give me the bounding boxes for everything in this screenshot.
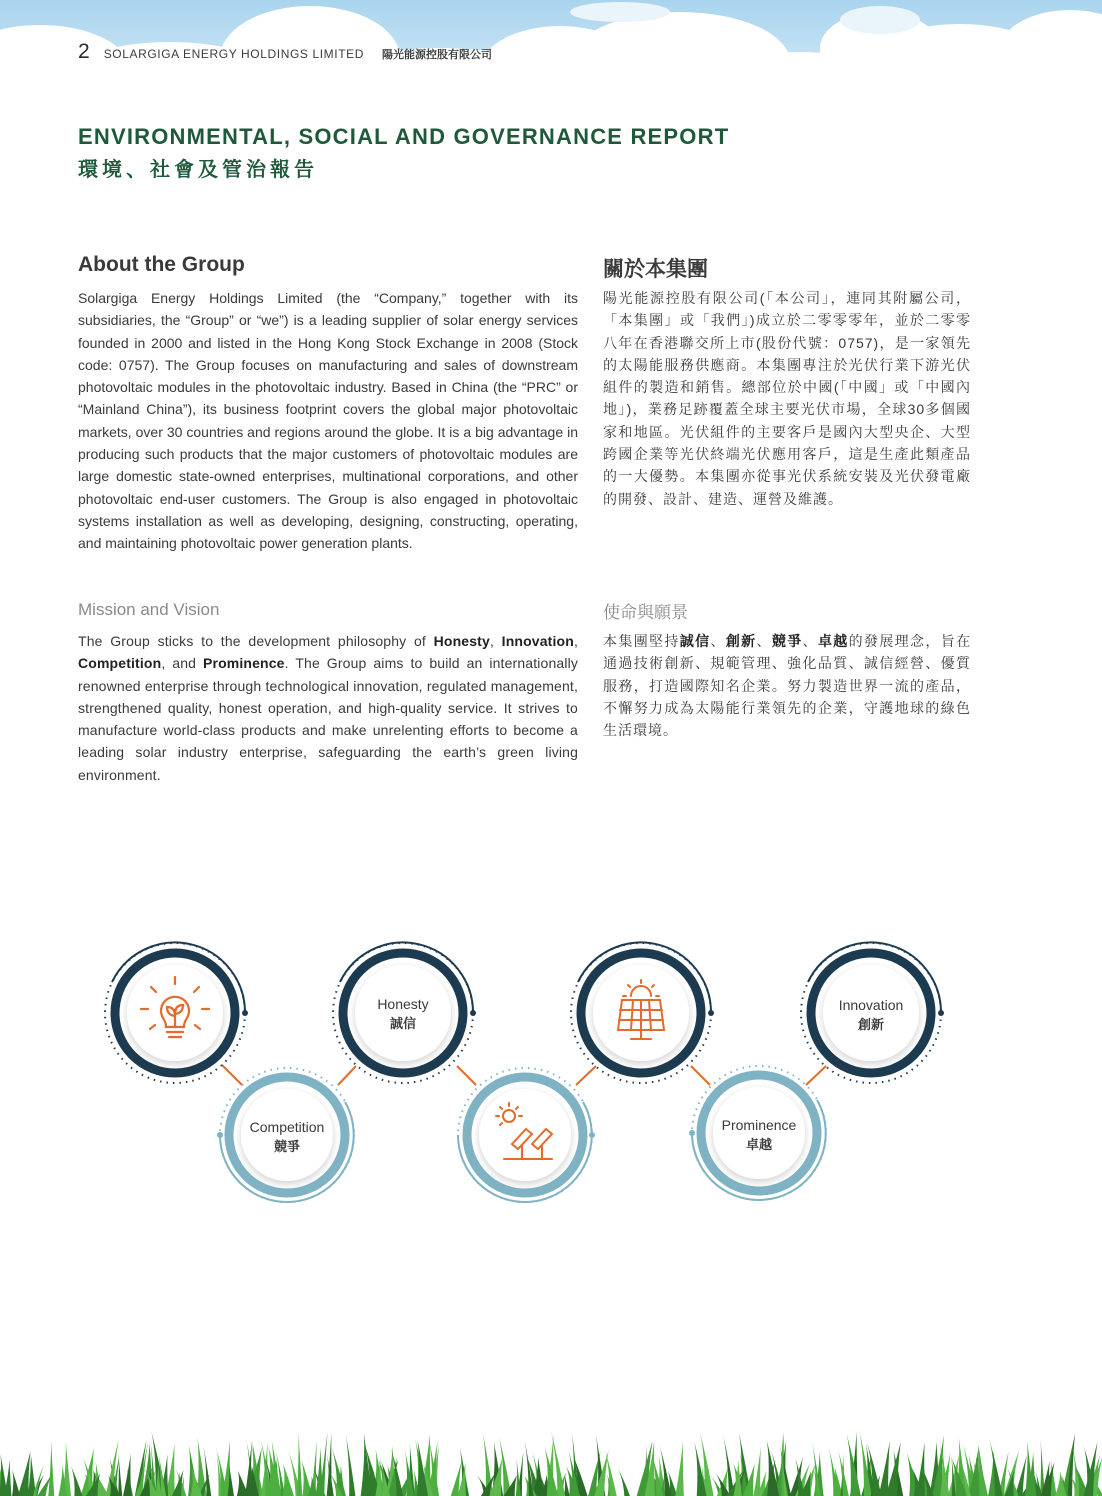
mission-heading-zh: 使命與願景 [603, 603, 688, 622]
report-title: ENVIRONMENTAL, SOCIAL AND GOVERNANCE REPORT [78, 124, 730, 149]
value-honesty-zh: 誠信 [679, 633, 711, 649]
mission-body: The Group sticks to the development philosophy of Honesty, Innovation, Competition, and Prominence. The Group aims to build an internationally renowned enterprise through technological innovation, regulated management, strengthened quality, honest operation, and high-quality service. It strives to manufacture world-class products and make unrelenting efforts to become a leading solar industry enterprise, safeguarding the earth’s green living environment. [78, 633, 578, 783]
innovation-label-zh: 創新 [857, 1017, 885, 1032]
circle-prominence [689, 1066, 826, 1200]
company-name-zh: 陽光能源控股有限公司 [382, 49, 492, 61]
value-competition-zh: 競爭 [771, 633, 803, 649]
mission-heading: Mission and Vision [78, 600, 220, 619]
about-body: Solargiga Energy Holdings Limited (the “Company,” together with its subsidiaries, the “Group” or “we”) is a leading supplier of solar energy services founded in 2000 and listed in the Hong Kong Stock Exchange in 2008 (Stock code: 0757). The Group focuses on manufacturing and sales of downstream photovoltaic modules in the photovoltaic industry. Based in China (the “PRC” or “Mainland China”), its business footprint covers the global major photovoltaic markets, over 30 countries and regions around the globe. It is a big advantage in producing such products that the major customers of photovoltaic modules are large domestic state-owned enterprises, multinational corporations, and other photovoltaic end-user customers. The Group is also engaged in photovoltaic systems installation as well as developing, designing, constructing, operating, and maintaining photovoltaic power generation plants. [78, 290, 578, 552]
value-prominence: Prominence [202, 655, 285, 672]
innovation-label: Innovation [838, 997, 904, 1013]
value-honesty: Honesty [433, 633, 490, 649]
circle-solar-panel [571, 943, 714, 1083]
circle-competition [217, 1068, 354, 1202]
mission-body-zh: 本集團堅持誠信、創新、競爭、卓越的發展理念，旨在通過技術創新、規範管理、強化品質、誠信經營、優質服務，打造國際知名企業。努力製造世界一流的產品，不懈努力成為太陽能行業領先的企業，守護地球的綠色生活環境。 [603, 633, 972, 739]
circle-honesty [333, 943, 476, 1083]
circle-lightbulb [105, 943, 248, 1083]
prominence-label-zh: 卓越 [745, 1137, 773, 1152]
value-competition: Competition [78, 655, 162, 672]
about-heading-zh: 關於本集團 [603, 258, 708, 281]
value-innovation-zh: 創新 [725, 633, 757, 649]
company-name: SOLARGIGA ENERGY HOLDINGS LIMITED [103, 47, 364, 61]
honesty-label-zh: 誠信 [389, 1016, 417, 1031]
circle-solar-trackers [458, 1068, 595, 1202]
page-number: 2 [78, 40, 90, 63]
honesty-label: Honesty [377, 996, 429, 1012]
competition-label: Competition [249, 1119, 325, 1135]
value-prominence-zh: 卓越 [817, 633, 849, 649]
core-values-diagram [90, 930, 970, 1220]
prominence-label: Prominence [721, 1117, 797, 1133]
competition-label-zh: 競爭 [273, 1139, 301, 1154]
grass-footer [0, 1428, 1102, 1496]
value-innovation: Innovation [501, 633, 574, 649]
circle-innovation [801, 943, 944, 1083]
about-body-zh: 陽光能源控股有限公司(「本公司」，連同其附屬公司，「本集團」或「我們」)成立於二零零零年，並於二零零八年在香港聯交所上市(股份代號：0757)，是一家領先的太陽能服務供應商。本集團專注於光伏行業下游光伏組件的製造和銷售。總部位於中國(「中國」或「中國內地」)，業務足跡覆蓋全球主要光伏市場，全球30多個國家和地區。光伏組件的主要客戶是國內大型央企、大型跨國企業等光伏終端光伏應用客戶，這是生產此類產品的一大優勢。本集團亦從事光伏系統安裝及光伏發電廠的開發、設計、建造、運營及維護。 [603, 290, 971, 507]
report-title-zh: 環境、社會及管治報告 [78, 159, 318, 181]
about-heading: About the Group [78, 253, 245, 276]
running-header [78, 40, 492, 64]
